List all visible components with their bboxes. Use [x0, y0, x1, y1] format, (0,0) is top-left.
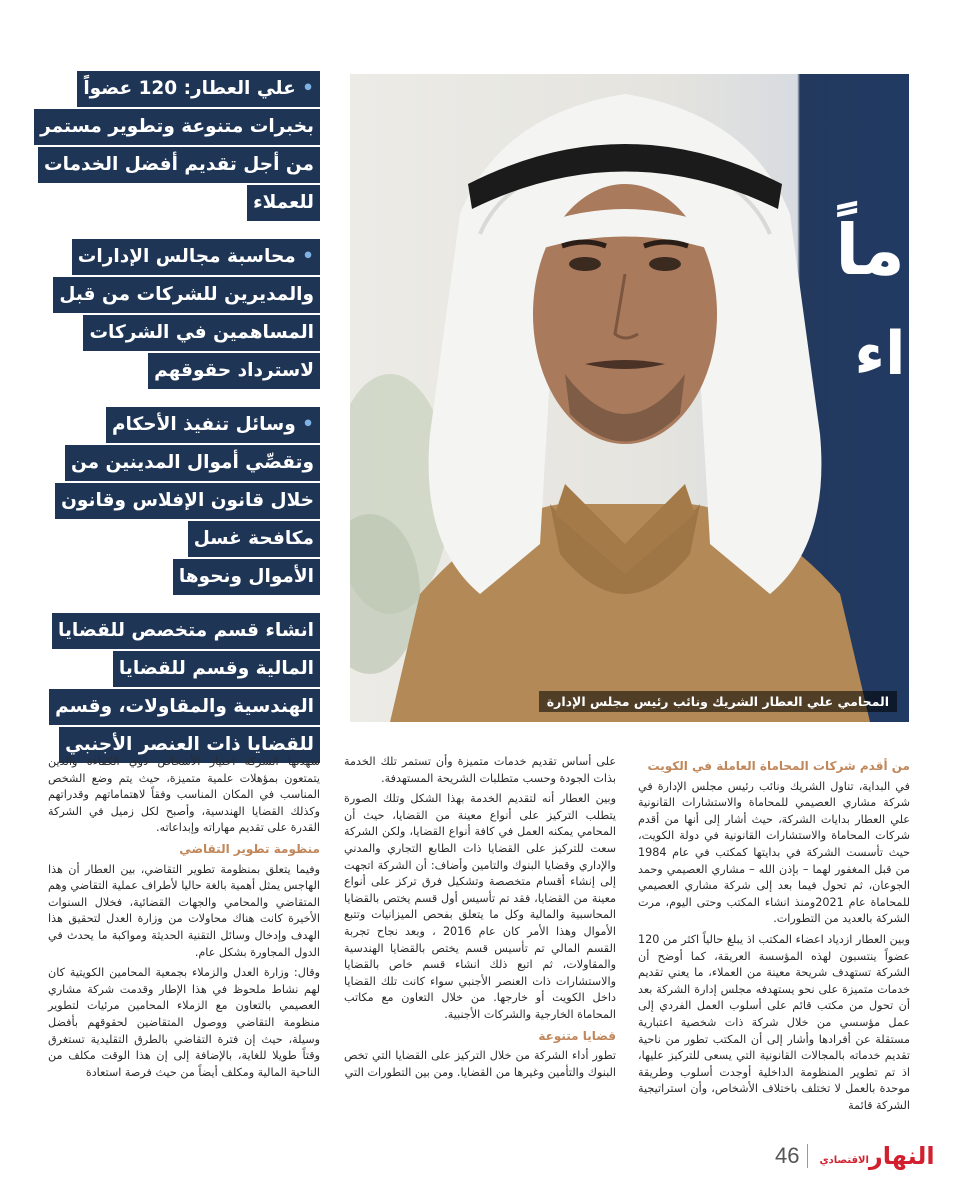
pull-quote-text: خلال قانون الإفلاس وقانون	[61, 490, 314, 511]
paragraph: في البداية، تناول الشريك ونائب رئيس مجلس الإدارة في شركة مشاري العصيمي للمحاماة والاستشارات القانونية علي العطار بدايات الشركة، حيث أشار إلى أنها من أقدم شركات المحاماة والاستشارات القانونية في دولة الكويت، حيث تأسست الشركة في بدايتها كمكتب في عام 1984 من قبل المغفور لهما – بإذن الله – مشاري العصيمي وحمد الجوعان، ثم تحول فيما بعد إلى شركة مشاري العصيمي للمحاماة عام 2021ومنذ انشاء المكتب وحتى اليوم، مرت الشركة بالعديد من التطورات.	[638, 779, 910, 926]
photo-caption: المحامي علي العطار الشريك ونائب رئيس مجلس الإدارة	[539, 691, 897, 712]
article-column-left	[48, 754, 320, 1085]
article-column-middle	[344, 754, 616, 1085]
pull-quote-text: وسائل تنفيذ الأحكام	[111, 414, 296, 435]
pull-quote-text: وتقصِّي أموال المدينين من	[71, 452, 314, 473]
pull-quote-line	[113, 651, 320, 687]
pull-quote-text: للعملاء	[253, 192, 314, 213]
page-footer	[775, 1140, 935, 1172]
section-subhead: من أقدم شركات المحاماة العاملة في الكويت	[647, 759, 910, 773]
pull-quote-text: محاسبة مجالس الإدارات	[77, 246, 296, 267]
footer-divider	[807, 1144, 808, 1168]
pull-quote-text: لاسترداد حقوقهم	[154, 360, 314, 381]
pull-quote-text: انشاء قسم متخصص للقضايا	[58, 620, 314, 641]
pull-quote-line	[77, 71, 320, 107]
section-subhead: قضايا متنوعة	[538, 1028, 616, 1043]
pull-quotes	[40, 70, 320, 780]
pull-quote-text: من أجل تقديم أفضل الخدمات	[44, 154, 314, 175]
pull-quote-line	[72, 239, 320, 275]
paragraph: على أساس تقديم خدمات متميزة وأن تستمر تلك الخدمة بذات الجودة وحسب متطلبات الشريحة المستهدفة.	[344, 755, 616, 785]
article-column-right	[638, 754, 910, 1118]
portrait-illustration	[350, 74, 909, 722]
pull-quote-line	[247, 185, 320, 221]
pull-quote-line	[173, 559, 320, 595]
paragraph: وبين العطار ازدياد اعضاء المكتب اذ يبلغ حالياً اكثر من 120 عضواً ينتسبون لهذه المؤسسة العريقة، كما أوضح أن الشركة تستهدف شريحة معينة من العملاء، ما يعني تقديم خدمات متميزة على نحو يستهدفه مجلس إدارة الشركة بعد أن تحول من مكتب قائم على أسلوب العمل الفردي إلى عمل مؤسسي من خلال شركة ذات شخصية اعتبارية مستقلة عن أفرادها وأشار إلى أن المكتب تطور من ناحية تقديم خدماته بالمجالات القانونية التي يسعى للتركيز عليها، اذ تم تطوير المنظومة الداخلية أوجدت أسلوب وطريقة موحدة بالعمل لا تختلف باختلاف الأشخاص، وأن استراتيجية الشركة قائمة	[638, 932, 910, 1112]
pull-quote-block	[48, 406, 320, 596]
pull-quote-line	[52, 613, 320, 649]
pull-quote-line	[38, 147, 320, 183]
pull-quote-line	[55, 483, 320, 519]
pull-quote-line	[106, 407, 320, 443]
portrait-photo	[350, 74, 909, 722]
section-subhead: منظومة تطوير التقاضي	[179, 841, 320, 856]
banner-text-1: ماً	[835, 209, 905, 291]
pull-quote-line	[53, 277, 320, 313]
pull-quote-line	[148, 353, 320, 389]
page-number: 46	[775, 1143, 800, 1168]
paragraph: شهدتها الشركة اختيار الأشخاص ذوي الكفاءة والذين يتمتعون بمؤهلات علمية متميزة، حيث يتم وضع الشخص المناسب في المكان المناسب وفقاً لاهتماماتهم وقدراتهم وكذلك القضايا الهندسية، وأصبح لكل زميل في الشركة القدرة على تقديم مهاراته وإبداعاته.	[48, 755, 320, 835]
pull-quote-text: الهندسية والمقاولات، وقسم	[55, 696, 314, 717]
publication-logo	[816, 1144, 934, 1168]
logo-main-text: النهار	[868, 1142, 935, 1170]
pull-quote-line	[188, 521, 320, 557]
pull-quote-text: بخبرات متنوعة وتطوير مستمر	[40, 116, 314, 137]
paragraph: وفيما يتعلق بمنظومة تطوير التقاضي، بين العطار أن هذا الهاجس يمثل أهمية بالغة حاليا لأطراف عملية التقاضي وهم المتقاضي والمحامي والجهات القضائية، فخلال السنوات الأخيرة كانت هناك محاولات من وزارة العدل لتحقيق هذا الهدف وإدخال وسائل التقنية الحديثة ومواكبة ما يحدث في الدول المجاورة بشكل عام.	[48, 862, 320, 959]
pull-quote-block	[40, 70, 320, 222]
pull-quote-block	[48, 612, 320, 764]
bullet-icon: •	[295, 246, 314, 267]
pull-quote-text: والمديرين للشركات من قبل	[59, 284, 314, 305]
pull-quote-text: الأموال ونحوها	[178, 566, 314, 587]
pull-quote-line	[49, 689, 320, 725]
pull-quote-line	[34, 109, 320, 145]
pull-quote-text: المالية وقسم للقضايا	[118, 658, 314, 679]
pull-quote-text: علي العطار: 120 عضواً	[83, 78, 296, 99]
pull-quote-text: مكافحة غسل	[193, 528, 314, 549]
pull-quote-line	[65, 445, 320, 481]
paragraph: وقال: وزارة العدل والزملاء بجمعية المحامين الكويتية كان لهم نشاط ملحوظ في هذا الإطار وقدمت شركة مشاري العصيمي بالتعاون مع الزملاء المحامين مرئيات لتطوير منظومة التقاضي ووصول المتقاضين لحقوقهم بأفضل وسيلة، حيث إن فترة التقاضي بالطرق التقليدية تستغرق وقتاً طويلا للغاية، بالإضافة إلى إن هذا الوقت مكلف من الناحية المالية ومكلف أيضاً من حيث فرصة استعادة	[48, 966, 320, 1079]
paragraph: تطور أداء الشركة من خلال التركيز على القضايا التي تخص البنوك والتأمين وغيرها من القضايا. ومن بين التطورات التي	[344, 1049, 616, 1079]
banner-text-2: اء	[854, 319, 906, 389]
pull-quote-text: للقضايا ذات العنصر الأجنبي	[65, 734, 314, 755]
pull-quote-line	[83, 315, 320, 351]
bullet-icon: •	[295, 78, 314, 99]
pull-quote-text: المساهمين في الشركات	[89, 322, 314, 343]
pull-quote-block	[48, 238, 320, 390]
bullet-icon: •	[295, 414, 314, 435]
logo-sub-text: الاقتصادي	[819, 1155, 869, 1166]
paragraph: وبين العطار أنه لتقديم الخدمة بهذا الشكل وتلك الصورة يتطلب التركيز على أنواع معينة من القضايا، حيث أن المحامي يمكنه العمل في كافة أنواع القضايا، ولكن الشركة سعت للتركيز على القضايا ذات الطابع التجاري والمدني والإداري وقضايا البنوك والتامين وأضاف: أن الشركة اتجهت إلى إنشاء أقسام متخصصة وتشكيل فرق تركز على أنواع معينة من القضايا، فقد تم تأسيس أول قسم يختص بالقضايا المحاسبية والمالية وكل ما يتعلق بفحص الميزانيات وتتبع الأموال وهذا الأمر كان عام 2016 ، وبعد نجاح تجربة القسم المالي تم تأسيس قسم يختص بالقضايا الهندسية والمقاولات، ثم اتبع ذلك انشاء قسم خاص بالقضايا والاستشارات ذات العنصر الأجنبي سواء كانت تلك القضايا داخل الكويت أو خارجها. من خلال التعاون مع مكاتب المحاماة الخارجية والشركات الأجنبية.	[344, 792, 616, 1021]
